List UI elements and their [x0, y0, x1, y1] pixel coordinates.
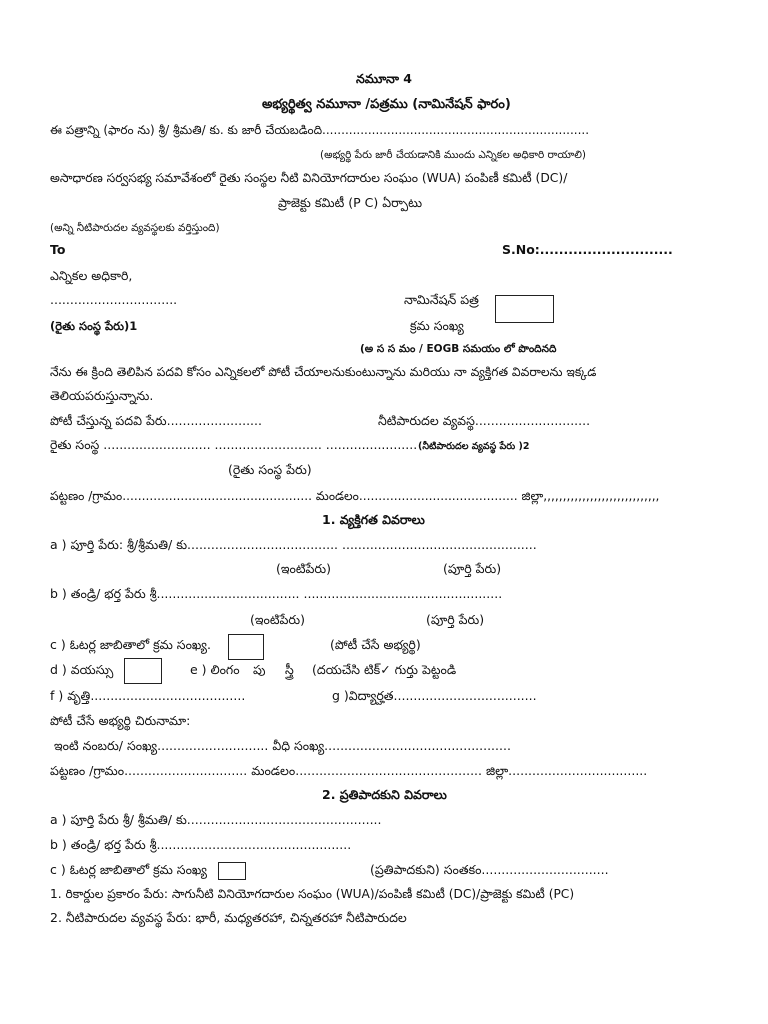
declaration-line-1: నేను ఈ క్రింది తెలిపిన పదవి కోసం ఎన్నికలలో పోటీ చేయాలనుకుంటున్నాను మరియు నా వ్యక్తిగత వివరాలను ఇక్కడ — [50, 365, 597, 379]
footnote-2: 2. నీటిపారుదల వ్యవస్థ పేరు: భారీ, మధ్యతరహా, చిన్నతరహా నీటిపారుదల — [50, 910, 407, 925]
officer-dots: ................................ — [50, 292, 178, 307]
declaration-line-2: తెలియపరుస్తున్నాను. — [50, 388, 154, 403]
serial-number-label: క్రమ సంఖ్య — [410, 318, 464, 333]
election-officer-label: ఎన్నికల అధికారి, — [50, 268, 133, 283]
irrigation-system-field: నీటిపారుదల వ్యవస్థ............................. — [378, 413, 591, 428]
full-name-field: a ) పూర్తి పేరు: శ్రీ/శ్రీమతి/ కు...................................... ................................................. — [50, 537, 537, 552]
tick-instruction: (దయచేసి టిక్✓ గుర్తు పెట్టండి — [312, 662, 457, 677]
serial-no-field: S.No:............................ — [502, 242, 673, 257]
qualification-field: g )విద్యార్హత.................................... — [332, 688, 537, 703]
nomination-number-box[interactable] — [495, 295, 554, 323]
father-husband-name-field: b ) తండ్రి/ భర్త పేరు శ్రీ.................................... .................................................. — [50, 586, 503, 601]
gender-female-option[interactable]: స్త్రీ — [285, 662, 294, 677]
occupation-field: f ) వృత్తి....................................... — [50, 688, 246, 703]
footnote-1: 1. రికార్డుల ప్రకారం పేరు: సాగునీటి వినియోగదారుల సంఘం (WUA)/పంపిణీ కమిటీ (DC)/ప్రాజెక్టు కమిటీ (PC) — [50, 887, 575, 901]
surname-label: (ఇంటిపేరు) — [276, 561, 331, 576]
org-name-label: (రైతు సంస్థ పేరు)1 — [50, 319, 138, 333]
proposer-voter-serial-label: c ) ఓటర్ల జాబితాలో క్రమ సంఖ్య — [50, 862, 207, 877]
candidate-address-title: పోటీ చేసే అభ్యర్థి చిరునామా: — [50, 713, 191, 728]
project-committee-line: ప్రాజెక్టు కమిటీ (P C) ఏర్పాటు — [278, 195, 423, 210]
voter-list-serial-label: c ) ఓటర్ల జాబితాలో క్రమ సంఖ్య. — [50, 637, 211, 652]
issued-to-line: ఈ పత్రాన్ని (ఫారం ను) శ్రీ/ శ్రీమతి/ కు. కు జారీ చేయబడింది...................................................................... — [50, 123, 590, 137]
voter-serial-box[interactable] — [228, 634, 264, 660]
gender-male-option[interactable]: పు — [253, 662, 266, 677]
section-2-title: 2. ప్రతిపాదకుని వివరాలు — [322, 787, 447, 802]
issue-note: (అభ్యర్థి పేరు జారీ చేయడానికి ముందు ఎన్నికల అధికారి రాయాలి) — [320, 149, 587, 161]
candidate-town-field: పట్టణం /గ్రామం............................... మండలం............................................... జిల్లా................................... — [50, 763, 648, 778]
father-full-name-label: (పూర్తి పేరు) — [426, 612, 485, 627]
candidate-note: (పోటీ చేసే అభ్యర్థి) — [330, 637, 421, 652]
section-1-title: 1. వ్యక్తిగత వివరాలు — [322, 512, 425, 527]
full-name-label: (పూర్తి పేరు) — [443, 561, 502, 576]
proposer-signature-field: (ప్రతిపాదకుని) సంతకం................................ — [370, 862, 609, 877]
age-box[interactable] — [124, 658, 162, 684]
received-note: (అ స స మం / EOGB సమయం లో పొందినది — [360, 343, 557, 355]
nomination-label: నామినేషన్ పత్ర — [404, 292, 479, 307]
applicability-note: (అన్ని నీటిపారుదల వ్యవస్థలకు వర్తిస్తుంది) — [50, 222, 220, 234]
meeting-line: అసాధారణ సర్వసభ్య సమావేశంలో రైతు సంస్థల నీటి వినియోగదారుల సంఘం (WUA) పంపిణీ కమిటీ (DC)/ — [50, 171, 568, 185]
town-mandal-district-line: పట్టణం /గ్రామం................................................. మండలం......................................... జిల్లా,,,,,,,,,,,,,,,,,,,,,,,,,,,,,, — [50, 489, 660, 503]
form-number: నమూనా 4 — [356, 71, 412, 86]
proposer-name-field: a ) పూర్తి పేరు శ్రీ/ శ్రీమతి/ కు................................................. — [50, 812, 382, 827]
form-title: అభ్యర్థిత్వ నమూనా /పత్రము (నామినేషన్ ఫారం) — [262, 97, 511, 112]
gender-label: e ) లింగం — [190, 662, 240, 677]
proposer-serial-box[interactable] — [218, 862, 246, 880]
age-label: d ) వయస్సు — [50, 662, 114, 677]
proposer-father-name-field: b ) తండ్రి/ భర్త పేరు శ్రీ................................................. — [50, 837, 352, 852]
system-name-note: (నీటిపారుదల వ్యవస్థ పేరు )2 — [418, 441, 530, 452]
farmer-org-field: రైతు సంస్థ ........................... ........................... ....................... — [50, 437, 418, 452]
father-surname-label: (ఇంటిపేరు) — [250, 612, 305, 627]
org-name-note: (రైతు సంస్థ పేరు) — [228, 462, 312, 477]
house-street-field: ఇంటి నంబరు/ సంఖ్య............................ వీధి సంఖ్య............................................... — [54, 738, 511, 753]
to-label: To — [50, 242, 66, 257]
post-name-field: పోటీ చేస్తున్న పదవి పేరు........................ — [50, 413, 262, 428]
